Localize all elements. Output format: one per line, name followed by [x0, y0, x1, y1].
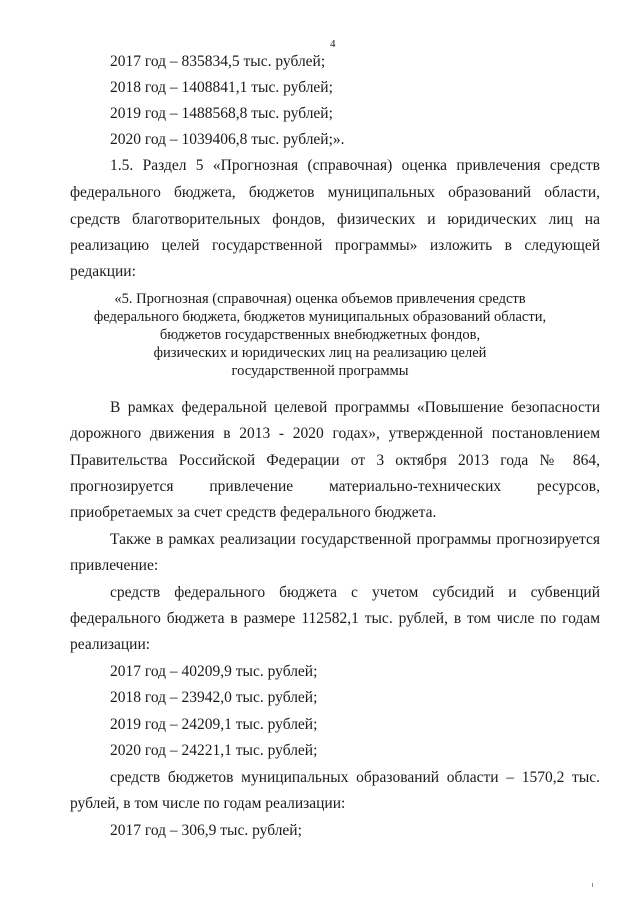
- item-1-5-line: 1.5. Раздел 5 «Прогнозная (справочная) оценка привлечения средств: [110, 157, 600, 174]
- federal-year-2017: 2017 год – 40209,9 тыс. рублей;: [110, 663, 318, 680]
- federal-year-2020: 2020 год – 24221,1 тыс. рублей;: [110, 742, 318, 759]
- amount-line-2020: 2020 год – 1039406,8 тыс. рублей;».: [110, 131, 345, 148]
- section-heading-line: физических и юридических лиц на реализацию целей: [153, 345, 487, 361]
- municipal-budget-line: средств бюджетов муниципальных образований области – 1570,2 тыс.: [110, 769, 600, 786]
- scan-speck: [592, 883, 593, 887]
- fcp-paragraph-line: В рамках федеральной целевой программы «Повышение безопасности: [110, 399, 600, 416]
- federal-budget-last-line: реализации:: [70, 636, 151, 653]
- section-heading-line: «5. Прогнозная (справочная) оценка объемов привлечения средств: [114, 291, 526, 307]
- federal-budget-line: средств федерального бюджета с учетом субсидий и субвенций: [110, 584, 600, 601]
- item-1-5-last-line: редакции:: [70, 263, 136, 280]
- fcp-paragraph-line: Правительства Российской Федерации от 3 октября 2013 года № 864,: [70, 452, 600, 469]
- federal-budget-line: федерального бюджета в размере 112582,1 тыс. рублей, в том числе по годам: [70, 610, 600, 627]
- federal-year-2018: 2018 год – 23942,0 тыс. рублей;: [110, 689, 318, 706]
- item-1-5-line: средств благотворительных фондов, физических и юридических лиц на: [70, 211, 600, 228]
- item-1-5-line: реализацию целей государственной программы» изложить в следующей: [70, 237, 600, 254]
- also-paragraph-last-line: привлечение:: [70, 557, 159, 574]
- item-1-5-line: федерального бюджета, бюджетов муниципальных образований области,: [70, 184, 600, 201]
- amount-line-2018: 2018 год – 1408841,1 тыс. рублей;: [110, 79, 333, 96]
- amount-line-2017: 2017 год – 835834,5 тыс. рублей;: [110, 53, 326, 70]
- section-heading-line: федерального бюджета, бюджетов муниципальных образований области,: [93, 309, 547, 325]
- federal-year-2019: 2019 год – 24209,1 тыс. рублей;: [110, 716, 318, 733]
- fcp-paragraph-line: дорожного движения в 2013 - 2020 годах», утвержденной постановлением: [70, 425, 600, 442]
- page-number: 4: [330, 38, 336, 50]
- amount-line-2019: 2019 год – 1488568,8 тыс. рублей;: [110, 105, 333, 122]
- fcp-paragraph-line: прогнозируется привлечение материально-технических ресурсов,: [70, 478, 600, 495]
- section-heading-line: государственной программы: [231, 363, 409, 379]
- fcp-paragraph-last-line: приобретаемых за счет средств федерального бюджета.: [70, 504, 437, 521]
- section-heading-line: бюджетов государственных внебюджетных фондов,: [159, 327, 481, 343]
- municipal-year-2017: 2017 год – 306,9 тыс. рублей;: [110, 822, 302, 839]
- also-paragraph-line: Также в рамках реализации государственной программы прогнозируется: [110, 531, 600, 548]
- municipal-budget-last-line: рублей, в том числе по годам реализации:: [70, 795, 346, 812]
